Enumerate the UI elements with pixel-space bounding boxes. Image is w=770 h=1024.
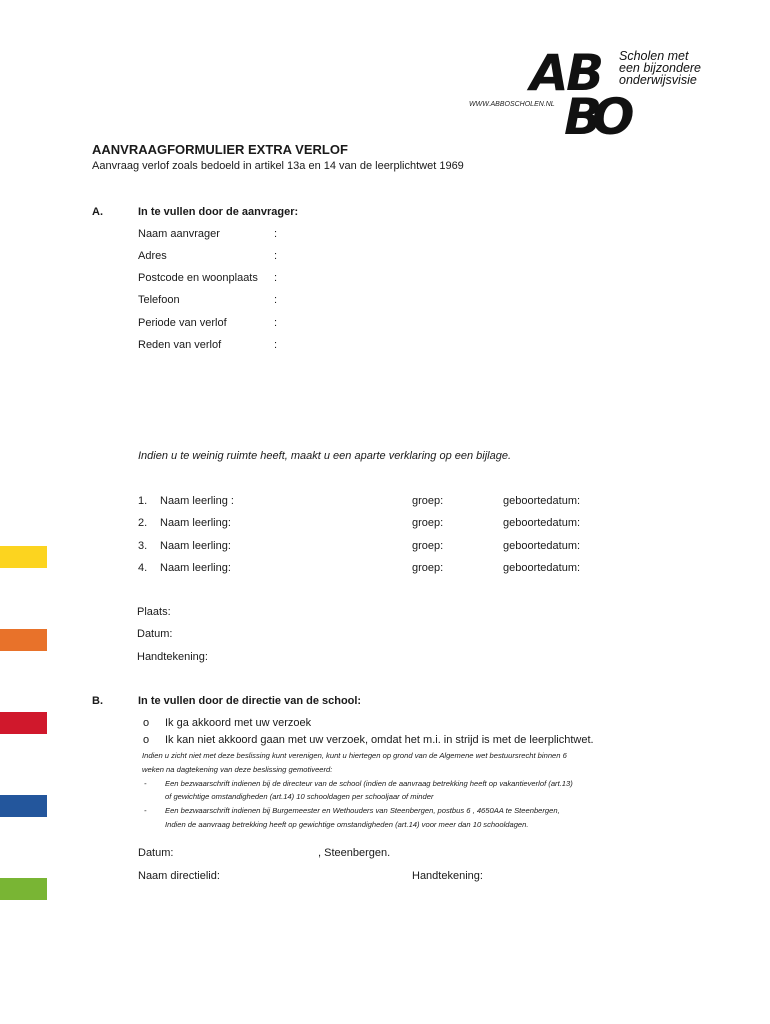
field-colon: :	[274, 317, 278, 329]
field-label: Naam aanvrager	[138, 228, 220, 240]
abbo-logo	[530, 44, 635, 146]
student-name-label: Naam leerling:	[160, 540, 231, 552]
student-number: 4.	[138, 562, 148, 574]
objection-intro: weken na dagtekening van deze beslissing gemotiveerd:	[142, 765, 333, 774]
section-heading: In te vullen door de directie van de school:	[138, 695, 362, 707]
objection-text: of gewichtige omstandigheden (art.14) 10 schooldagen per schooljaar of minder	[165, 792, 434, 801]
section-heading: In te vullen door de aanvrager:	[138, 206, 299, 218]
signature-label: Handtekening:	[412, 870, 483, 882]
svg-text:B: B	[564, 88, 603, 146]
student-dob-label: geboortedatum:	[503, 495, 581, 507]
director-label: Naam directielid:	[138, 870, 220, 882]
city-label: , Steenbergen.	[318, 847, 391, 859]
space-note: Indien u te weinig ruimte heeft, maakt u een aparte verklaring op een bijlage.	[138, 450, 512, 462]
student-name-label: Naam leerling :	[160, 495, 234, 507]
option-bullet: o	[143, 734, 150, 746]
date-label: Datum:	[138, 847, 174, 859]
green-bar	[0, 878, 47, 900]
field-label: Reden van verlof	[138, 339, 222, 351]
objection-text: Een bezwaarschrift indienen bij de directeur van de school (indien de aanvraag betrekking heeft op vakantieverlof (art.13)	[165, 779, 573, 788]
field-label: Postcode en woonplaats	[138, 272, 258, 284]
objection-text: Indien de aanvraag betrekking heeft op gewichtige omstandigheden (art.14) voor meer dan 10 schooldagen.	[165, 820, 529, 829]
student-name-label: Naam leerling:	[160, 562, 231, 574]
student-name-label: Naam leerling:	[160, 517, 231, 529]
field-label: Periode van verlof	[138, 317, 227, 329]
tagline-line: Scholen met	[619, 49, 689, 63]
student-group-label: groep:	[412, 517, 444, 529]
red-bar	[0, 712, 47, 734]
option-text: Ik kan niet akkoord gaan met uw verzoek, omdat het m.i. in strijd is met de leerplichtwet.	[165, 734, 594, 746]
tagline-line: een bijzondere	[619, 61, 702, 75]
svg-text:B: B	[566, 44, 605, 102]
objection-dash: -	[144, 779, 147, 788]
tagline-line: onderwijsvisie	[619, 73, 697, 87]
field-label: Adres	[138, 250, 167, 262]
field-colon: :	[274, 272, 278, 284]
student-dob-label: geboortedatum:	[503, 517, 581, 529]
svg-text:A: A	[530, 44, 569, 102]
student-number: 3.	[138, 540, 148, 552]
place-label: Plaats:	[137, 606, 171, 618]
field-colon: :	[274, 228, 278, 240]
svg-text:O: O	[592, 88, 635, 146]
option-text: Ik ga akkoord met uw verzoek	[165, 717, 312, 729]
student-number: 2.	[138, 517, 148, 529]
logo-tagline	[619, 50, 701, 86]
student-group-label: groep:	[412, 562, 444, 574]
blue-bar	[0, 795, 47, 817]
objection-dash: -	[144, 806, 147, 815]
section-letter: A.	[92, 206, 103, 218]
objection-intro: Indien u zicht niet met deze beslissing kunt verenigen, kunt u hiertegen op grond van de Algemene wet bestuursrecht binnen 6	[142, 751, 567, 760]
student-number: 1.	[138, 495, 148, 507]
website-url: WWW.ABBOSCHOLEN.NL	[469, 101, 555, 108]
signature-label: Handtekening:	[137, 651, 208, 663]
field-colon: :	[274, 250, 278, 262]
student-dob-label: geboortedatum:	[503, 540, 581, 552]
field-colon: :	[274, 294, 278, 306]
section-letter: B.	[92, 695, 103, 707]
page-subtitle: Aanvraag verlof zoals bedoeld in artikel 13a en 14 van de leerplichtwet 1969	[92, 160, 464, 172]
field-label: Telefoon	[138, 294, 180, 306]
student-group-label: groep:	[412, 495, 444, 507]
student-group-label: groep:	[412, 540, 444, 552]
student-dob-label: geboortedatum:	[503, 562, 581, 574]
date-label: Datum:	[137, 628, 173, 640]
orange-bar	[0, 629, 47, 651]
yellow-bar	[0, 546, 47, 568]
option-bullet: o	[143, 717, 150, 729]
field-colon: :	[274, 339, 278, 351]
page-title: AANVRAAGFORMULIER EXTRA VERLOF	[92, 142, 348, 157]
objection-text: Een bezwaarschrift indienen bij Burgemeester en Wethouders van Steenbergen, postbus 6 , 4650AA te Steenbergen,	[165, 806, 560, 815]
